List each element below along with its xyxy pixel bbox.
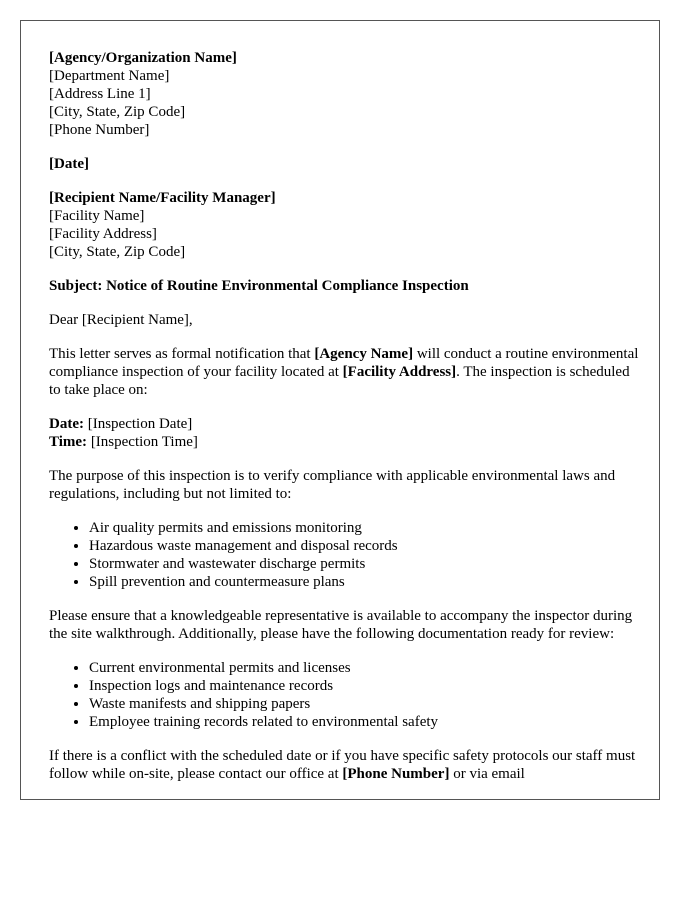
closing-text-2: or via email bbox=[449, 766, 525, 782]
sender-block bbox=[49, 49, 639, 139]
recipient-address: [Facility Address] bbox=[49, 226, 157, 242]
list-item: • Waste manifests and shipping papers bbox=[89, 695, 639, 713]
salutation: Dear [Recipient Name], bbox=[49, 312, 193, 328]
list-item: • Air quality permits and emissions monitoring bbox=[89, 519, 639, 537]
letter-body bbox=[49, 49, 639, 799]
recipient-block bbox=[49, 189, 639, 261]
schedule-time bbox=[49, 433, 639, 451]
intro-text-1: This letter serves as formal notification that bbox=[49, 346, 315, 362]
date-block bbox=[49, 155, 639, 173]
purpose-paragraph: The purpose of this inspection is to verify compliance with applicable environmental laws and regulations, including but not limited to: bbox=[49, 468, 616, 502]
letter-page bbox=[20, 20, 660, 800]
intro-facility-address: [Facility Address] bbox=[342, 364, 457, 380]
list-item: • Employee training records related to environmental safety bbox=[89, 713, 639, 731]
intro-agency-name: [Agency Name] bbox=[314, 346, 414, 362]
letter-date: [Date] bbox=[49, 156, 89, 172]
recipient-name: [Recipient Name/Facility Manager] bbox=[49, 190, 276, 206]
list-item: • Spill prevention and countermeasure plans bbox=[89, 573, 639, 591]
list-item: • Inspection logs and maintenance records bbox=[89, 677, 639, 695]
schedule-date bbox=[49, 415, 639, 433]
subject-line: Subject: Notice of Routine Environmental Compliance Inspection bbox=[49, 278, 469, 294]
documents-list bbox=[49, 659, 639, 731]
sender-phone: [Phone Number] bbox=[49, 122, 150, 138]
schedule-date-label: Date: bbox=[49, 416, 84, 432]
schedule-date-value: [Inspection Date] bbox=[83, 416, 193, 432]
request-paragraph: Please ensure that a knowledgeable representative is available to accompany the inspector during the site walkthrough. Additionally, please have the following documentation ready for review: bbox=[49, 608, 633, 642]
intro-paragraph bbox=[49, 345, 639, 399]
intro-text-3: . The inspection is scheduled to take place on: bbox=[49, 364, 630, 398]
list-item: • Stormwater and wastewater discharge permits bbox=[89, 555, 639, 573]
list-item: • Current environmental permits and licenses bbox=[89, 659, 639, 677]
closing-text-1: If there is a conflict with the scheduled date or if you have specific safety protocols our staff must follow while on-site, please contact our office at bbox=[49, 748, 636, 782]
purpose-list bbox=[49, 519, 639, 591]
schedule-time-label: Time: bbox=[49, 434, 88, 450]
sender-department: [Department Name] bbox=[49, 68, 170, 84]
sender-address: [Address Line 1] bbox=[49, 86, 151, 102]
intro-text-2: will conduct a routine environmental compliance inspection of your facility located at bbox=[49, 346, 639, 380]
schedule-block bbox=[49, 415, 639, 451]
closing-paragraph bbox=[49, 747, 639, 783]
recipient-city: [City, State, Zip Code] bbox=[49, 244, 186, 260]
recipient-facility: [Facility Name] bbox=[49, 208, 145, 224]
sender-city: [City, State, Zip Code] bbox=[49, 104, 186, 120]
schedule-time-value: [Inspection Time] bbox=[87, 434, 198, 450]
sender-name: [Agency/Organization Name] bbox=[49, 50, 237, 66]
list-item: • Hazardous waste management and disposal records bbox=[89, 537, 639, 555]
closing-phone-number: [Phone Number] bbox=[342, 766, 450, 782]
